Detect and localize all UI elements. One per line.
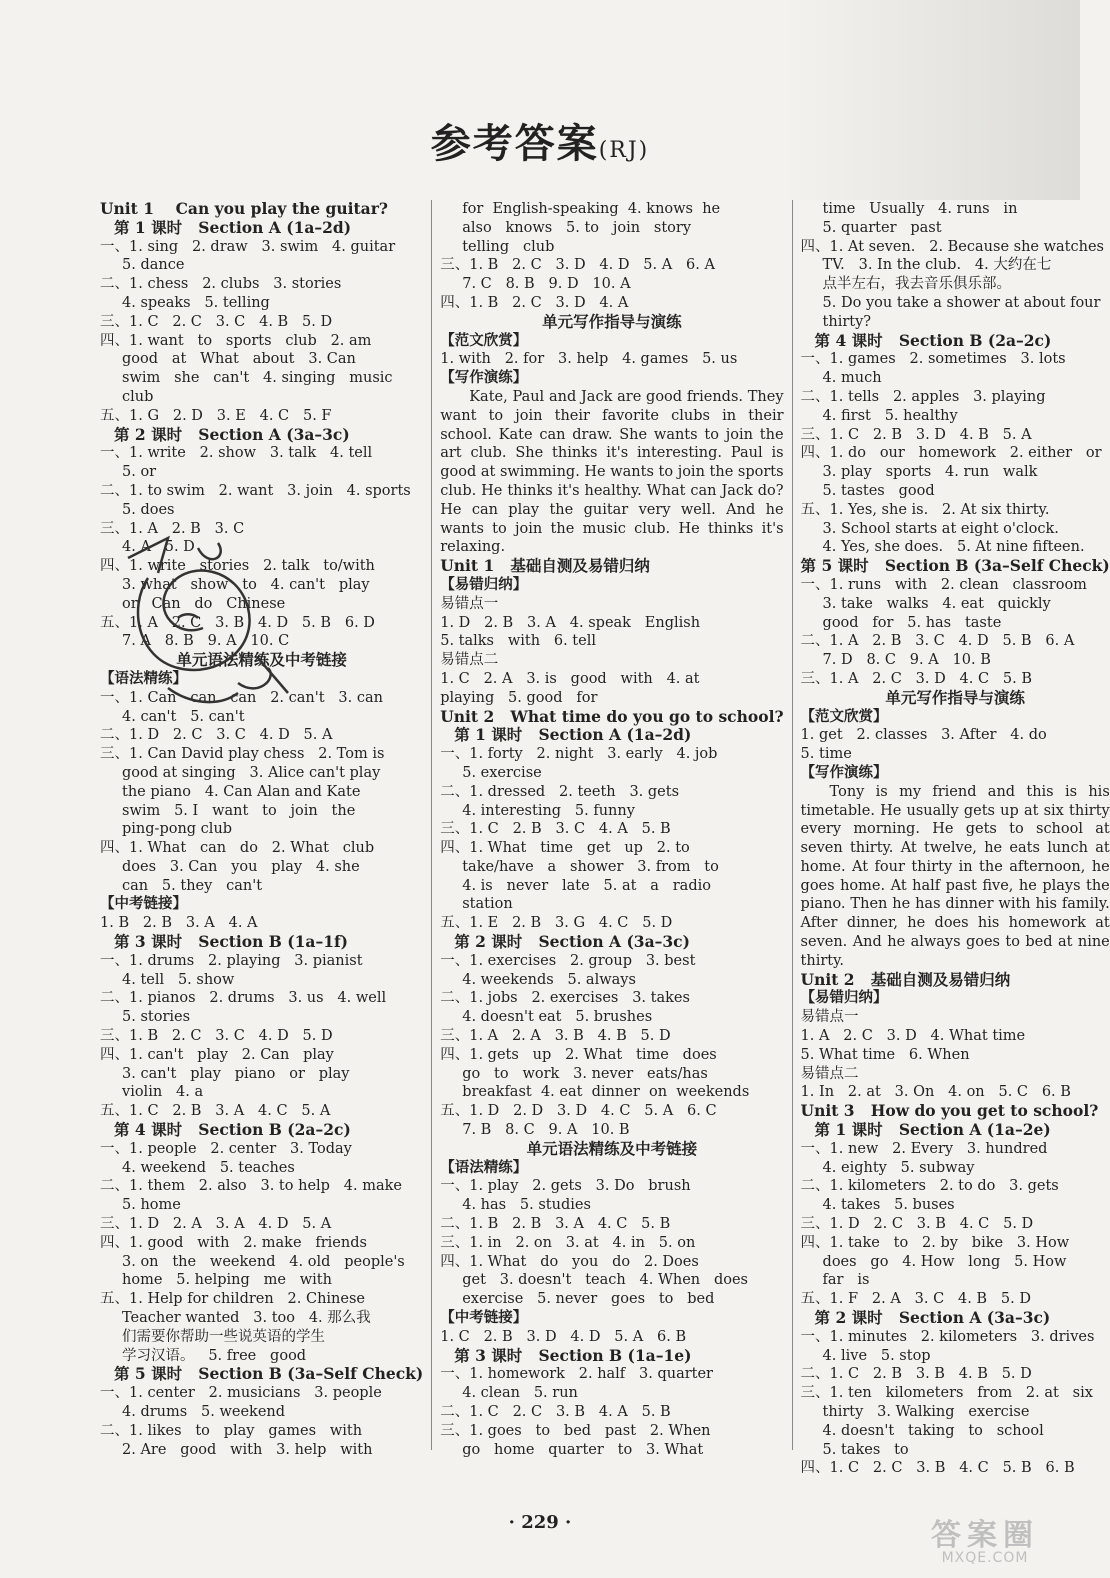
answer-line: 三、1. C 2. B 3. D 4. B 5. A — [800, 426, 1032, 443]
unit-heading: Unit 1 基础自测及易错归纳 — [440, 556, 650, 576]
answer-line: 五、1. A 2. C 3. B 4. D 5. B 6. D — [100, 614, 375, 631]
answer-line: 4. weekends 5. always — [462, 971, 636, 988]
answer-line: 二、1. A 2. B 3. C 4. D 5. B 6. A — [800, 633, 1075, 650]
answer-line: 易错点一 — [440, 595, 499, 612]
answer-line: 三、1. in 2. on 3. at 4. in 5. on — [440, 1234, 696, 1251]
answer-line: 二、1. C 2. C 3. B 4. A 5. B — [440, 1404, 671, 1420]
answer-line: 7. B 8. C 9. A 10. B — [462, 1122, 630, 1139]
answer-line: 四、1. good with 2. make friends — [100, 1234, 367, 1251]
lesson-heading: 第 2 课时 Section A (3a–3c) — [114, 424, 350, 444]
answer-line: 4. tell 5. show — [122, 971, 235, 988]
answer-line: 4. first 5. healthy — [822, 407, 958, 424]
answer-line: 7. A 8. B 9. A 10. C — [122, 633, 290, 650]
answer-line: 1. get 2. classes 3. After 4. do — [800, 727, 1047, 744]
answer-line: get 3. doesn't teach 4. When does — [462, 1272, 748, 1289]
answer-line: the piano 4. Can Alan and Kate — [122, 783, 361, 800]
watermark-logo — [900, 1508, 1070, 1568]
section-tag: 【写作演练】 — [440, 369, 528, 387]
answer-line: 3. on the weekend 4. old people's — [122, 1253, 405, 1270]
answer-line: go home quarter to 3. What — [462, 1441, 704, 1458]
title-suffix: (RJ) — [598, 138, 650, 163]
lesson-heading: 第 4 课时 Section B (2a–2c) — [814, 330, 1052, 350]
answer-line: 三、1. A 2. C 3. D 4. C 5. B — [800, 670, 1033, 687]
answer-line: 4. drums 5. weekend — [122, 1404, 286, 1420]
answer-line: 四、1. can't play 2. Can play — [100, 1046, 334, 1063]
handwritten-scribble — [108, 518, 298, 718]
answer-line: 3. take walks 4. eat quickly — [822, 595, 1051, 612]
section-tag: 【易错归纳】 — [440, 575, 528, 593]
answer-line: 二、1. tells 2. apples 3. playing — [800, 388, 1046, 405]
answer-line: 四、1. take to 2. by bike 3. How — [800, 1234, 1070, 1251]
answer-line: 二、1. pianos 2. drums 3. us 4. well — [100, 990, 387, 1007]
answer-line: 一、1. drums 2. playing 3. pianist — [100, 952, 363, 969]
answer-line: 五、1. Yes, she is. 2. At six thirty. — [800, 501, 1050, 518]
answer-line: 一、1. Can can can 2. can't 3. can — [100, 689, 383, 706]
answer-line: 4. has 5. studies — [462, 1197, 591, 1214]
answer-line: 1. In 2. at 3. On 4. on 5. C 6. B — [800, 1084, 1071, 1101]
section-tag: 【语法精练】 — [100, 669, 187, 687]
answer-line: 4. weekend 5. teaches — [122, 1159, 295, 1176]
answer-line: breakfast 4. eat dinner on weekends — [462, 1084, 750, 1101]
answer-line: 五、1. Help for children 2. Chinese — [100, 1291, 365, 1308]
answer-line: 三、1. C 2. B 3. C 4. A 5. B — [440, 821, 671, 838]
answer-line: good at What about 3. Can — [122, 351, 356, 368]
answer-line: go to work 3. never eats/has — [462, 1065, 708, 1082]
answer-line: swim she can't 4. singing music — [122, 370, 393, 387]
answer-line: 二、1. kilometers 2. to do 3. gets — [800, 1178, 1059, 1195]
answer-line: thirty 3. Walking exercise — [822, 1404, 1030, 1420]
answer-line: 二、1. to swim 2. want 3. join 4. sports — [100, 482, 411, 499]
answer-line: 二、1. likes to play games with — [100, 1422, 363, 1439]
answer-line: good for 5. has taste — [822, 614, 1002, 631]
answer-line: 四、1. want to sports club 2. am — [100, 332, 372, 349]
answer-line: 1. C 2. B 3. D 4. D 5. A 6. B — [440, 1328, 687, 1345]
answer-line: 二、1. jobs 2. exercises 3. takes — [440, 990, 690, 1007]
answer-line: thirty? — [822, 313, 872, 330]
answer-line: 1. with 2. for 3. help 4. games 5. us — [440, 351, 738, 368]
title-main: 参考答案 — [430, 120, 599, 167]
column-right — [792, 200, 1110, 1477]
essay-paragraph: Kate, Paul and Jack are good friends. They want to join their favorite clubs in their school. Kate can draw. She wants to join the art club. She thinks it's interesting. Paul is good at swimming. He wants to join the sports club. He thinks it's healthy. What can Jack do? He can play the guitar very well. And he wants to join the music club. He thinks it's relaxing. — [440, 388, 784, 556]
answer-line: 学习汉语。 5. free good — [122, 1347, 307, 1364]
lesson-heading: 第 1 课时 Section A (1a–2e) — [814, 1120, 1051, 1140]
answer-line: 易错点二 — [800, 1065, 859, 1082]
answer-line: 易错点一 — [800, 1009, 859, 1026]
answer-columns — [100, 199, 1110, 1477]
answer-line: 四、1. What can do 2. What club — [100, 840, 375, 857]
section-heading: 单元写作指导与演练 — [542, 311, 682, 331]
answer-line: 5. takes to — [822, 1441, 909, 1458]
answer-line: can 5. they can't — [122, 877, 263, 894]
lesson-heading: 第 2 课时 Section A (3a–3c) — [454, 932, 690, 952]
answer-line: 1. B 2. B 3. A 4. A — [100, 915, 258, 932]
unit-heading: Unit 2 基础自测及易错归纳 — [800, 969, 1011, 989]
lesson-heading: 第 4 课时 Section B (2a–2c) — [114, 1120, 351, 1140]
answer-line: 5. Do you take a shower at about four — [822, 294, 1101, 311]
answer-line: exercise 5. never goes to bed — [462, 1291, 715, 1308]
section-heading: 单元语法精练及中考链接 — [176, 650, 347, 670]
column-left — [100, 199, 424, 1458]
answer-line: 4. interesting 5. funny — [462, 802, 635, 819]
section-tag: 【中考链接】 — [440, 1309, 528, 1327]
answer-line: 易错点二 — [440, 652, 499, 669]
answer-line: 3. what show to 4. can't play — [122, 576, 370, 593]
answer-line: 2. Are good with 3. help with — [122, 1441, 373, 1458]
answer-line: 四、1. What do you do 2. Does — [440, 1253, 699, 1270]
answer-line: or Can do Chinese — [122, 595, 286, 612]
answer-line: club — [122, 388, 154, 405]
answer-line: 三、1. A 2. A 3. B 4. B 5. D — [440, 1028, 671, 1045]
section-tag: 【易错归纳】 — [800, 989, 888, 1007]
answer-line: 一、1. new 2. Every 3. hundred — [800, 1140, 1048, 1157]
answer-line: 五、1. E 2. B 3. G 4. C 5. D — [440, 915, 673, 932]
unit-heading: Unit 3 How do you get to school? — [800, 1101, 1099, 1121]
answer-line: 3. can't play piano or play — [122, 1065, 350, 1082]
answer-line: 一、1. games 2. sometimes 3. lots — [800, 351, 1066, 368]
answer-line: for English-speaking 4. knows he — [462, 201, 721, 217]
section-tag: 【语法精练】 — [440, 1158, 528, 1176]
answer-line: 一、1. center 2. musicians 3. people — [100, 1385, 382, 1402]
section-tag: 【中考链接】 — [100, 895, 187, 913]
answer-line: 5. home — [122, 1197, 181, 1214]
answer-line: 四、1. At seven. 2. Because she watches — [800, 238, 1104, 255]
lesson-heading: 第 1 课时 Section A (1a–2d) — [454, 725, 692, 745]
answer-line: ping-pong club — [122, 821, 233, 838]
lesson-heading: 第 3 课时 Section B (1a–1f) — [114, 932, 349, 952]
answer-line: 点半左右，我去音乐俱乐部。 — [822, 276, 1012, 293]
answer-line: 四、1. C 2. C 3. B 4. C 5. B 6. B — [800, 1460, 1075, 1477]
answer-line: 4. doesn't taking to school — [822, 1422, 1044, 1439]
answer-line: 4. takes 5. buses — [822, 1197, 955, 1214]
lesson-heading: 第 2 课时 Section A (3a–3c) — [814, 1308, 1051, 1328]
answer-line: 五、1. C 2. B 3. A 4. C 5. A — [100, 1103, 331, 1120]
section-tag: 【写作演练】 — [800, 763, 888, 781]
page-bleed-shadow — [780, 0, 1080, 200]
answer-line: 二、1. C 2. B 3. B 4. B 5. D — [800, 1366, 1032, 1383]
answer-line: 5. dance — [122, 257, 185, 274]
answer-line: 4. speaks 5. telling — [122, 294, 270, 311]
answer-line: 4. clean 5. run — [462, 1385, 578, 1402]
answer-line: 三、1. C 2. C 3. C 4. B 5. D — [100, 313, 333, 330]
answer-line: 一、1. play 2. gets 3. Do brush — [440, 1178, 691, 1195]
answer-line: 四、1. What time get up 2. to — [440, 840, 690, 857]
answer-line: 4. doesn't eat 5. brushes — [462, 1009, 653, 1026]
lesson-heading: 第 3 课时 Section B (1a–1e) — [454, 1345, 692, 1365]
answer-line: 4. much — [822, 370, 882, 387]
answer-line: 一、1. sing 2. draw 3. swim 4. guitar — [100, 238, 396, 255]
answer-line: 一、1. exercises 2. group 3. best — [440, 952, 696, 969]
answer-line: good at singing 3. Alice can't play — [122, 764, 381, 781]
lesson-heading: 第 5 课时 Section B (3a–Self Check) — [114, 1364, 424, 1384]
watermark-url: MXQE.COM — [941, 1550, 1029, 1566]
answer-line: 一、1. homework 2. half 3. quarter — [440, 1366, 713, 1383]
answer-line: 一、1. runs with 2. clean classroom — [800, 576, 1087, 593]
answer-line: 三、1. ten kilometers from 2. at six — [800, 1385, 1093, 1402]
answer-line: take/have a shower 3. from to — [462, 858, 719, 875]
answer-line: 三、1. B 2. C 3. D 4. D 5. A 6. A — [440, 257, 715, 274]
answer-line: TV. 3. In the club. 4. 大约在七 — [822, 257, 1052, 274]
section-tag: 【范文欣赏】 — [440, 331, 528, 349]
answer-line: 五、1. D 2. D 3. D 4. C 5. A 6. C — [440, 1103, 717, 1120]
answer-line: 4. Yes, she does. 5. At nine fifteen. — [822, 539, 1085, 556]
answer-line: 5. or — [122, 464, 157, 481]
unit-heading: Unit 2 What time do you go to school? — [440, 706, 784, 726]
answer-line: violin 4. a — [122, 1084, 204, 1101]
section-heading: 单元语法精练及中考链接 — [526, 1138, 698, 1158]
answer-line: 3. play sports 4. run walk — [822, 464, 1038, 481]
answer-line: 三、1. goes to bed past 2. When — [440, 1422, 711, 1439]
answer-line: 二、1. dressed 2. teeth 3. gets — [440, 783, 680, 800]
answer-line: 5. What time 6. When — [800, 1046, 970, 1063]
answer-line: 三、1. D 2. A 3. A 4. D 5. A — [100, 1216, 332, 1233]
answer-line: 7. D 8. C 9. A 10. B — [822, 652, 991, 669]
answer-line: 1. A 2. C 3. D 4. What time — [800, 1028, 1026, 1045]
answer-line: 二、1. B 2. B 3. A 4. C 5. B — [440, 1216, 671, 1233]
page-title — [0, 112, 1080, 169]
answer-line: 四、1. do our homework 2. either or — [800, 445, 1102, 462]
answer-line: 一、1. forty 2. night 3. early 4. job — [440, 746, 718, 763]
answer-line: playing 5. good for — [440, 689, 598, 706]
answer-line: also knows 5. to join story — [462, 219, 692, 236]
answer-line: 三、1. A 2. B 3. C — [100, 520, 245, 537]
answer-line: 5. does — [122, 501, 175, 518]
answer-line: 四、1. B 2. C 3. D 4. A — [440, 294, 629, 311]
answer-line: does 3. Can you play 4. she — [122, 858, 360, 875]
answer-line: 7. C 8. B 9. D 10. A — [462, 276, 631, 293]
answer-line: 一、1. write 2. show 3. talk 4. tell — [100, 445, 373, 462]
answer-line: 一、1. people 2. center 3. Today — [100, 1140, 352, 1157]
section-heading: 单元写作指导与演练 — [885, 687, 1025, 707]
answer-line: does go 4. How long 5. How — [822, 1253, 1067, 1270]
answer-line: 1. C 2. A 3. is good with 4. at — [440, 670, 700, 687]
essay-paragraph: Tony is my friend and this is his timetable. He usually gets up at six thirty every morning. He gets to school at seven thirty. At twelve, he eats lunch at home. At four thirty in the afternoon, he goes home. At half past five, he plays the piano. Then he has dinner with his family. After dinner, he does his homework at seven. And he always goes to bed at nine thirty. — [800, 783, 1110, 969]
watermark-brand: 答案圈 — [931, 1518, 1039, 1553]
answer-line: 五、1. G 2. D 3. E 4. C 5. F — [100, 407, 332, 424]
answer-line: swim 5. I want to join the — [122, 802, 356, 819]
answer-line: 二、1. them 2. also 3. to help 4. make — [100, 1178, 402, 1195]
answer-line: 3. School starts at eight o'clock. — [822, 520, 1059, 537]
answer-line: telling club — [462, 238, 555, 255]
answer-line: 4. live 5. stop — [822, 1347, 931, 1364]
unit-heading: 第 5 课时 Section B (3a–Self Check) — [800, 556, 1110, 576]
answer-line: 五、1. F 2. A 3. C 4. B 5. D — [800, 1291, 1031, 1308]
answer-line: 一、1. minutes 2. kilometers 3. drives — [800, 1328, 1095, 1345]
answer-line: 三、1. B 2. C 3. C 4. D 5. D — [100, 1028, 333, 1045]
answer-line: 5. tastes good — [822, 482, 935, 499]
answer-line: 5. time — [800, 746, 852, 763]
answer-line: 4. can't 5. can't — [122, 708, 245, 725]
answer-line: 5. talks with 6. tell — [440, 633, 596, 650]
answer-line: 四、1. write stories 2. talk to/with — [100, 558, 375, 575]
answer-line: 四、1. gets up 2. What time does — [440, 1046, 717, 1063]
answer-line: 们需要你帮助一些说英语的学生 — [122, 1328, 325, 1345]
answer-line: far is — [822, 1272, 870, 1289]
answer-line: 5. stories — [122, 1009, 191, 1026]
answer-line: 三、1. D 2. C 3. B 4. C 5. D — [800, 1216, 1034, 1233]
page-number: · 229 · — [508, 1512, 572, 1533]
answer-line: home 5. helping me with — [122, 1272, 332, 1289]
lesson-heading: 第 1 课时 Section A (1a–2d) — [114, 217, 352, 237]
answer-line: 三、1. Can David play chess 2. Tom is — [100, 746, 385, 763]
answer-line: 4. eighty 5. subway — [822, 1159, 975, 1176]
answer-line: Teacher wanted 3. too 4. 那么我 — [122, 1310, 371, 1327]
unit-heading: Unit 1 Can you play the guitar? — [100, 199, 388, 218]
answer-line: 4. A 5. D — [122, 539, 195, 556]
answer-line: 5. exercise — [462, 764, 542, 781]
answer-line: 4. is never late 5. at a radio — [462, 877, 711, 894]
answer-line: time Usually 4. runs in — [822, 201, 1018, 217]
section-tag: 【范文欣赏】 — [800, 707, 888, 725]
answer-line: 1. D 2. B 3. A 4. speak English — [440, 614, 701, 631]
answer-line: 5. quarter past — [822, 219, 942, 236]
answer-line: station — [462, 896, 513, 913]
column-middle — [431, 200, 784, 1458]
answer-line: 二、1. D 2. C 3. C 4. D 5. A — [100, 727, 333, 744]
answer-line: 二、1. chess 2. clubs 3. stories — [100, 276, 342, 293]
